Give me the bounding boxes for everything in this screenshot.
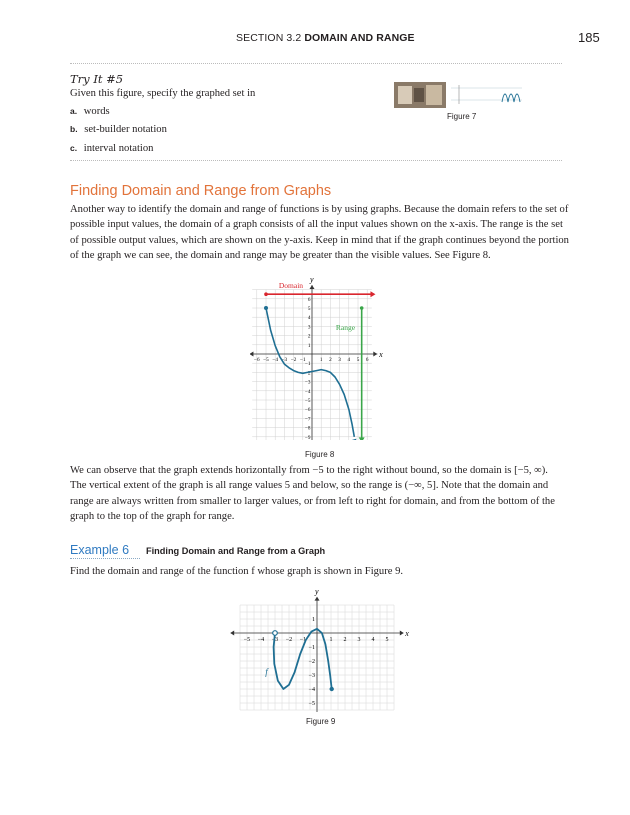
x-tick-label: 4 — [371, 637, 375, 643]
y-axis-label: y — [315, 588, 319, 596]
photo-block — [414, 88, 424, 102]
y-tick-label: −7 — [304, 416, 311, 423]
y-tick-label: −3 — [308, 673, 315, 679]
item-letter: a. — [70, 106, 78, 116]
fig7-curve — [502, 94, 520, 102]
x-tick-label: −4 — [272, 357, 278, 363]
y-tick-label: −5 — [304, 398, 311, 404]
try-it-prompt: Given this figure, specify the graphed set in — [70, 88, 256, 99]
x-tick-label: 1 — [329, 637, 333, 643]
x-tick-label: −4 — [257, 637, 265, 643]
item-text: set-builder notation — [84, 124, 167, 135]
y-axis-arrow — [310, 285, 315, 289]
example-prompt: Find the domain and range of the function f whose graph is shown in Figure 9. — [70, 566, 404, 577]
y-tick-label: −4 — [308, 687, 315, 693]
x-tick-label: 2 — [329, 357, 332, 363]
item-text: interval notation — [83, 143, 154, 154]
x-tick-label: 4 — [347, 357, 351, 363]
domain-label: Domain — [278, 280, 304, 290]
section-header — [236, 32, 415, 44]
open-endpoint — [273, 631, 278, 636]
x-axis-arrow — [373, 352, 377, 357]
y-tick-label: −6 — [304, 407, 311, 414]
figure9-caption: Figure 9 — [306, 717, 336, 726]
page-number: 185 — [578, 30, 600, 45]
figure7-image — [394, 82, 524, 110]
x-tick-label: 3 — [357, 637, 361, 643]
x-axis-arrow — [250, 352, 253, 357]
section-number: SECTION 3.2 — [236, 32, 302, 44]
paragraph-line: We can observe that the graph extends horizontally from −5 to the right without bound, so the domain is [−5, ∞). — [70, 465, 548, 476]
section-title: DOMAIN AND RANGE — [304, 32, 415, 44]
curve-arrowhead — [352, 439, 357, 440]
try-it-item — [70, 104, 110, 119]
example-title: Finding Domain and Range from a Graph — [146, 546, 326, 556]
domain-endpoint — [264, 292, 268, 296]
try-it-item — [70, 122, 167, 137]
try-it-item — [70, 141, 153, 156]
x-tick-label: −5 — [263, 357, 269, 363]
y-tick-label: −2 — [308, 659, 315, 665]
y-tick-label: −4 — [304, 388, 311, 395]
y-tick-label: 2 — [307, 333, 311, 340]
y-axis-arrow — [315, 597, 320, 601]
y-tick-label: −1 — [304, 361, 311, 368]
figure7-caption: Figure 7 — [447, 112, 477, 121]
range-label: Range — [335, 323, 356, 333]
x-tick-label: 5 — [385, 637, 389, 643]
y-tick-label: 4 — [307, 315, 311, 322]
paragraph-line: graph to the top of the graph for range. — [70, 511, 235, 523]
item-text: words — [83, 106, 110, 117]
y-tick-label: −1 — [308, 645, 315, 651]
y-tick-label: −9 — [304, 434, 311, 440]
paragraph-line: range are always written from smaller to larger values, or from left to right for domain, and from the bottom of the — [70, 495, 555, 507]
closed-endpoint — [330, 687, 334, 691]
x-axis-label: x — [379, 350, 383, 359]
x-tick-label: −2 — [290, 357, 297, 363]
observation-paragraph — [70, 463, 580, 525]
x-tick-label: −2 — [285, 637, 293, 643]
x-tick-label: 2 — [343, 637, 347, 643]
item-letter: b. — [70, 124, 78, 134]
divider-top — [70, 63, 562, 64]
x-tick-label: −1 — [300, 357, 306, 363]
x-tick-label: −6 — [254, 357, 260, 363]
curve-endpoint — [264, 306, 268, 310]
x-tick-label: 3 — [338, 357, 341, 363]
paragraph-line: of possible output values, which are shown on the y-axis. Keep in mind that if the graph continues beyond the portion — [70, 234, 569, 246]
x-axis-label: x — [405, 629, 409, 638]
paragraph-line: Another way to identify the domain and range of functions is by using graphs. Because the domain refers to the set of — [70, 204, 569, 215]
y-tick-label: 1 — [312, 617, 315, 623]
y-tick-label: −3 — [304, 379, 311, 386]
figure8-graph — [250, 268, 398, 440]
paragraph-line: possible input values, the domain of a graph consists of all the input values shown on the x-axis. The range is the set — [70, 219, 563, 231]
paragraph-line: of the graph we can see, the domain and range may be greater than the visible values. See Figure 8. — [70, 250, 491, 262]
x-tick-label: −5 — [243, 637, 251, 643]
y-tick-label: 1 — [307, 342, 311, 349]
x-tick-label: −3 — [271, 637, 279, 643]
divider-bottom — [70, 160, 562, 161]
section-heading: Finding Domain and Range from Graphs — [70, 183, 332, 199]
x-axis-arrow — [230, 631, 234, 636]
try-it-title: Try It #5 — [70, 72, 124, 86]
y-tick-label: −5 — [308, 701, 315, 707]
figure8-caption: Figure 8 — [305, 450, 335, 459]
y-tick-label: 3 — [307, 324, 311, 331]
y-tick-label: 6 — [307, 296, 311, 303]
figure9-graph — [228, 588, 418, 712]
x-tick-label: 5 — [356, 357, 360, 363]
y-tick-label: 5 — [307, 306, 311, 312]
section-paragraph — [70, 202, 580, 264]
x-axis-arrow — [400, 631, 404, 636]
domain-arrowhead — [370, 291, 375, 297]
range-arrowhead — [359, 437, 365, 440]
x-tick-label: −3 — [281, 357, 288, 363]
function-label: f — [265, 667, 268, 677]
example-label: Example 6 — [70, 543, 130, 557]
paragraph-line: The vertical extent of the graph is all range values 5 and below, so the range is (−∞, 5]. Note that the domain and — [70, 480, 549, 492]
photo-block — [426, 85, 442, 105]
photo-block — [398, 86, 412, 104]
x-tick-label: −1 — [299, 637, 307, 643]
y-tick-label: −2 — [304, 370, 311, 377]
range-endpoint — [360, 306, 364, 310]
x-tick-label: 6 — [365, 357, 369, 363]
x-tick-label: 1 — [319, 357, 323, 363]
item-letter: c. — [70, 143, 78, 153]
y-axis-label: y — [310, 275, 314, 285]
y-tick-label: −8 — [304, 425, 311, 432]
